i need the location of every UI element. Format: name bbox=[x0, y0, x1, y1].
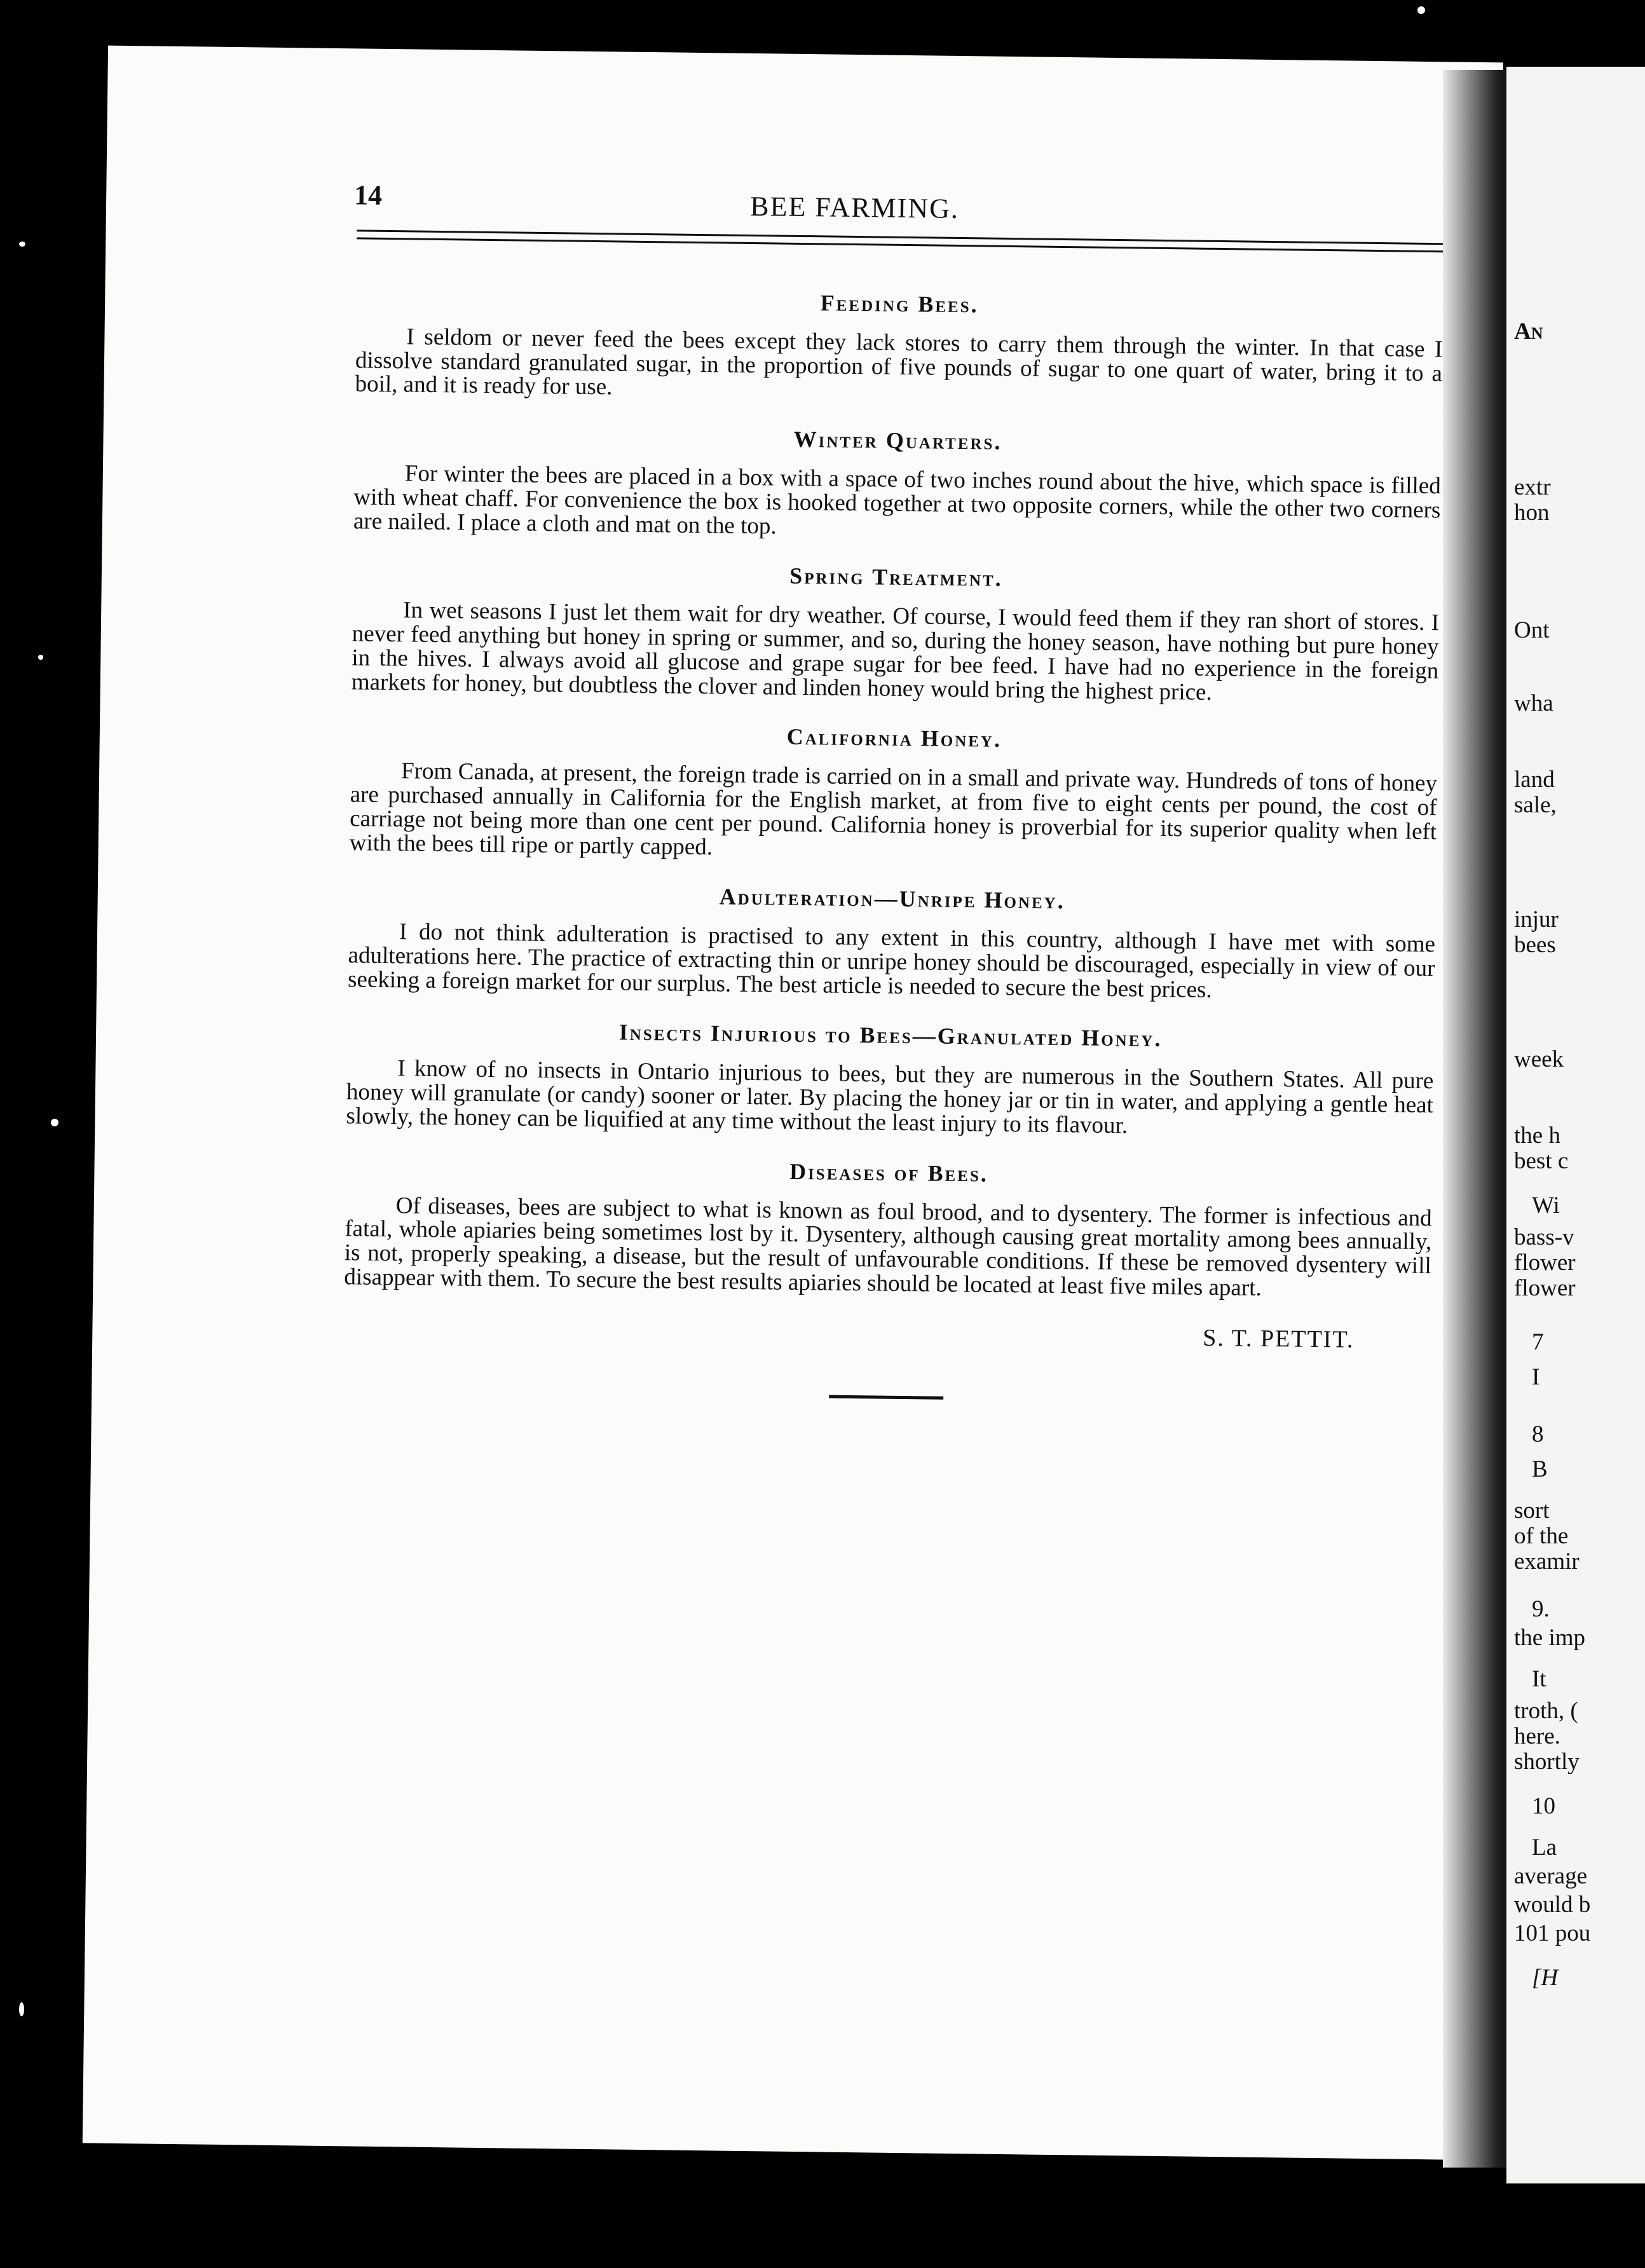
facing-line: sale, bbox=[1514, 792, 1557, 818]
facing-page bbox=[1506, 67, 1645, 2183]
facing-line: here. bbox=[1514, 1723, 1560, 1749]
section-paragraph: From Canada, at present, the foreign trade is carried on in a small and private way. Hundreds of tons of honey are purchased annually in California for the English market, at from five to eight cents per pound, the cost of carriage not being more than one cent per pound. California honey is proverbial for its superior quality when left with the bees till ripe or partly capped. bbox=[349, 758, 1438, 860]
facing-line: bass-v bbox=[1514, 1224, 1574, 1250]
scan-speck bbox=[38, 655, 43, 660]
facing-line: Wi bbox=[1532, 1192, 1560, 1219]
section-heading: California Honey. bbox=[786, 724, 1002, 753]
end-rule bbox=[829, 1395, 943, 1399]
facing-line: 101 pou bbox=[1514, 1920, 1591, 1946]
facing-line: average bbox=[1514, 1863, 1588, 1889]
section-adulteration bbox=[348, 879, 1436, 1005]
facing-line: B bbox=[1532, 1456, 1548, 1482]
facing-line: would b bbox=[1514, 1892, 1591, 1918]
book-page bbox=[83, 46, 1503, 2161]
facing-line: flower bbox=[1514, 1250, 1576, 1276]
section-heading: Adulteration—Unripe Honey. bbox=[719, 884, 1065, 914]
facing-line: flower bbox=[1514, 1275, 1576, 1301]
section-heading: Insects Injurious to Bees—Granulated Honey. bbox=[618, 1020, 1163, 1052]
page-number: 14 bbox=[353, 179, 383, 211]
running-title: BEE FARMING. bbox=[749, 190, 960, 224]
facing-line: 9. bbox=[1532, 1596, 1550, 1622]
article-body bbox=[343, 284, 1443, 1405]
section-paragraph: I know of no insects in Ontario injurious to bees, but they are numerous in the Southern States. All pure honey will granulate (or candy) sooner or later. By placing the honey jar or tin in water, and applying a gentle heat slowly, the honey can be liquified at any time without the least injury to its flavour. bbox=[346, 1055, 1434, 1139]
author-signature: S. T. PETTIT. bbox=[1202, 1324, 1355, 1353]
section-heading: Spring Treatment. bbox=[789, 563, 1003, 592]
facing-line: land bbox=[1514, 767, 1555, 793]
scan-speck bbox=[19, 2002, 24, 2016]
header-rule-bottom bbox=[357, 237, 1444, 252]
page-header bbox=[108, 46, 1503, 224]
section-paragraph: In wet seasons I just let them wait for dry weather. Of course, I would feed them if they ran short of stores. I never feed anything but honey in spring or summer, and so, during the honey season, have nothing but pure honey in the hives. I always avoid all glucose and grape sugar for bee feed. I have had no experience in the foreign markets for honey, but doubtless the clover and linden honey would bring the highest price. bbox=[351, 597, 1440, 706]
section-feeding-bees bbox=[355, 284, 1443, 409]
facing-line: the imp bbox=[1514, 1625, 1586, 1651]
header-rule-top bbox=[357, 229, 1444, 245]
facing-line: bees bbox=[1514, 932, 1556, 958]
facing-line: injur bbox=[1514, 906, 1559, 932]
section-heading: Diseases of Bees. bbox=[789, 1158, 989, 1187]
facing-line: shortly bbox=[1514, 1749, 1580, 1775]
facing-line: hon bbox=[1514, 500, 1550, 526]
facing-line: examir bbox=[1514, 1548, 1580, 1575]
section-heading: Feeding Bees. bbox=[820, 290, 979, 318]
section-california-honey bbox=[350, 718, 1438, 868]
facing-line: [H bbox=[1532, 1965, 1559, 1991]
facing-line: Ont bbox=[1514, 617, 1550, 643]
section-insects bbox=[346, 1016, 1434, 1142]
section-paragraph: For winter the bees are placed in a box with a space of two inches round about the hive, which space is filled with wheat chaff. For convenience the box is hooked together at two opposite corners, while the other two corners are nailed. I place a cloth and mat on the top. bbox=[353, 460, 1442, 540]
facing-line: It bbox=[1532, 1666, 1546, 1692]
section-paragraph: I do not think adulteration is practised to any extent in this country, although I have met with some adulterations here. The practice of extracting thin or unripe honey should be discouraged, especially in view of our seeking a foreign market for our surplus. The best article is needed to secure the best prices. bbox=[347, 919, 1436, 1003]
facing-line: of the bbox=[1514, 1523, 1569, 1549]
facing-line: troth, ( bbox=[1514, 1698, 1578, 1724]
section-diseases bbox=[344, 1152, 1432, 1302]
facing-line: wha bbox=[1514, 690, 1553, 716]
facing-line: 8 bbox=[1532, 1421, 1544, 1447]
section-spring-treatment bbox=[352, 557, 1440, 707]
section-winter-quarters bbox=[353, 421, 1442, 547]
section-paragraph: I seldom or never feed the bees except they lack stores to carry them through the winter. In that case I dissolve standard granulated sugar, in the proportion of five pounds of sugar to one quart of water, bring it to a boil, and it is ready for use. bbox=[355, 324, 1443, 400]
facing-line: week bbox=[1514, 1046, 1564, 1072]
facing-line: An bbox=[1514, 318, 1543, 345]
facing-line: the h bbox=[1514, 1123, 1560, 1149]
facing-line: sort bbox=[1514, 1498, 1550, 1524]
facing-line: extr bbox=[1514, 474, 1551, 500]
section-paragraph: Of diseases, bees are subject to what is known as foul brood, and to dysentery. The former is infectious and fatal, whole apiaries being sometimes lost by it. Dysentery, although causing great mortality among bees annually, is not, properly speaking, a disease, but the result of unfavourable conditions. If these be removed dysentery will disappear with them. To secure the best results apiaries should be located at least five miles apart. bbox=[344, 1192, 1432, 1301]
facing-line: 10 bbox=[1532, 1793, 1555, 1819]
facing-line: best c bbox=[1514, 1148, 1569, 1174]
facing-line: La bbox=[1532, 1834, 1557, 1861]
scan-speck bbox=[1417, 6, 1425, 14]
scan-speck bbox=[19, 242, 25, 247]
facing-line: I bbox=[1532, 1364, 1540, 1390]
facing-line: 7 bbox=[1532, 1329, 1544, 1355]
section-heading: Winter Quarters. bbox=[793, 427, 1002, 455]
scan-speck bbox=[51, 1119, 58, 1126]
